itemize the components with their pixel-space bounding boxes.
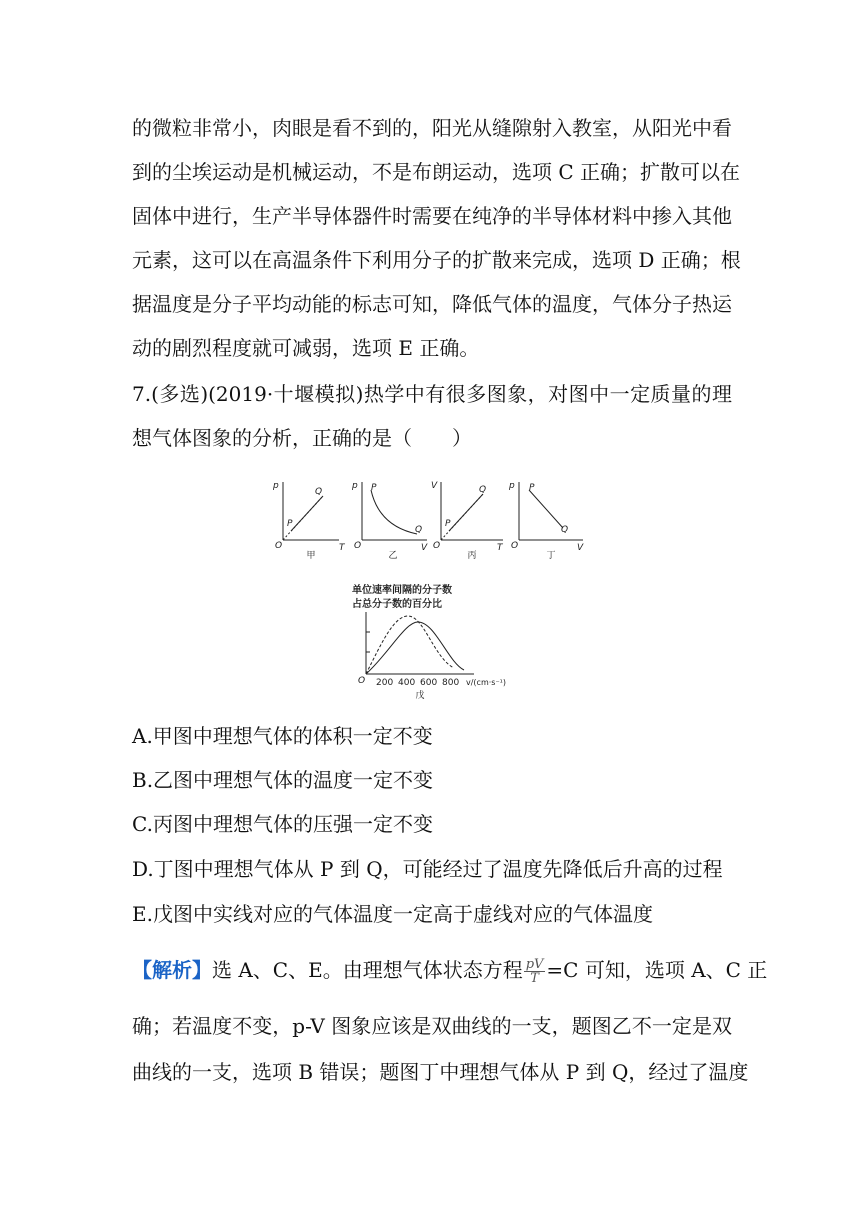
text-line: 据温度是分子平均动能的标志可知，降低气体的温度，气体分子热运 <box>132 292 732 316</box>
axis-label: T <box>497 543 503 553</box>
x-axis-label: v/(cm·s⁻¹) <box>466 678 507 687</box>
analysis-line: 曲线的一支，选项 B 错误；题图丁中理想气体从 P 到 Q，经过了温度 <box>132 1060 749 1084</box>
option-a: A.甲图中理想气体的体积一定不变 <box>132 724 433 748</box>
origin-label: O <box>433 541 441 551</box>
point-label: Q <box>479 485 487 495</box>
state-graphs-figure <box>265 476 595 562</box>
axis-label: V <box>431 481 438 491</box>
text-line: 的微粒非常小，肉眼是看不到的，阳光从缝隙射入教室，从阳光中看 <box>132 116 732 140</box>
origin-label: O <box>275 541 283 551</box>
graph-bing-line <box>449 494 483 531</box>
point-label: Q <box>315 487 323 497</box>
axis-label: p <box>352 481 358 491</box>
y-axis-label: 占总分子数的百分比 <box>352 599 442 610</box>
x-tick-label: 400 <box>398 678 416 688</box>
option-b: B.乙图中理想气体的温度一定不变 <box>132 768 434 792</box>
analysis-tag: 【解析】 <box>132 958 212 982</box>
origin-label: O <box>358 676 366 686</box>
fraction <box>524 958 546 985</box>
y-axis-label: 单位速率间隔的分子数 <box>352 585 452 596</box>
origin-label: O <box>354 541 362 551</box>
graph-ding-line <box>529 490 563 528</box>
axis-label: T <box>339 543 345 553</box>
point-label: P <box>371 483 377 493</box>
axis-label: p <box>273 481 279 491</box>
axis-label: V <box>577 543 584 553</box>
graph-caption: 丁 <box>546 551 556 561</box>
graph-caption: 丙 <box>467 551 477 561</box>
fraction-numerator: pV <box>525 957 544 972</box>
speed-distribution-figure <box>350 582 520 704</box>
point-label: P <box>529 483 535 493</box>
x-tick-label: 600 <box>420 678 438 688</box>
text-line: 动的剧烈程度就可减弱，选项 E 正确。 <box>132 336 480 360</box>
option-e: E.戊图中实线对应的气体温度一定高于虚线对应的气体温度 <box>132 902 653 926</box>
solid-curve <box>366 622 464 674</box>
origin-label: O <box>511 541 519 551</box>
graph-caption: 乙 <box>388 551 398 561</box>
point-label: P <box>287 519 293 529</box>
graph-yi-curve <box>371 490 417 534</box>
analysis-text: =C 可知，选项 A、C 正 <box>546 958 768 982</box>
axis-label: p <box>509 481 515 491</box>
fraction-denominator: T <box>530 971 539 986</box>
graph-caption: 甲 <box>306 551 316 561</box>
point-label: Q <box>415 525 423 535</box>
question-line: 想气体图象的分析，正确的是（ ） <box>132 426 472 450</box>
point-label: Q <box>561 525 569 535</box>
analysis-line: 确；若温度不变，p-V 图象应该是双曲线的一支，题图乙不一定是双 <box>132 1014 732 1038</box>
x-tick-label: 800 <box>442 678 460 688</box>
x-tick-label: 200 <box>376 678 394 688</box>
option-d: D.丁图中理想气体从 P 到 Q，可能经过了温度先降低后升高的过程 <box>132 857 723 881</box>
analysis-line <box>132 956 768 986</box>
text-line: 到的尘埃运动是机械运动，不是布朗运动，选项 C 正确；扩散可以在 <box>132 160 741 184</box>
axis-label: V <box>421 543 428 553</box>
option-c: C.丙图中理想气体的压强一定不变 <box>132 812 433 836</box>
analysis-text: 选 A、C、E。由理想气体状态方程 <box>212 958 523 982</box>
text-line: 固体中进行，生产半导体器件时需要在纯净的半导体材料中掺入其他 <box>132 204 732 228</box>
point-label: P <box>445 519 451 529</box>
question-line: 7.(多选)(2019·十堰模拟)热学中有很多图象，对图中一定质量的理 <box>132 382 732 406</box>
graph-jia-line <box>291 496 323 531</box>
text-line: 元素，这可以在高温条件下利用分子的扩散来完成，选项 D 正确；根 <box>132 248 741 272</box>
graph-caption: 戊 <box>415 691 425 701</box>
